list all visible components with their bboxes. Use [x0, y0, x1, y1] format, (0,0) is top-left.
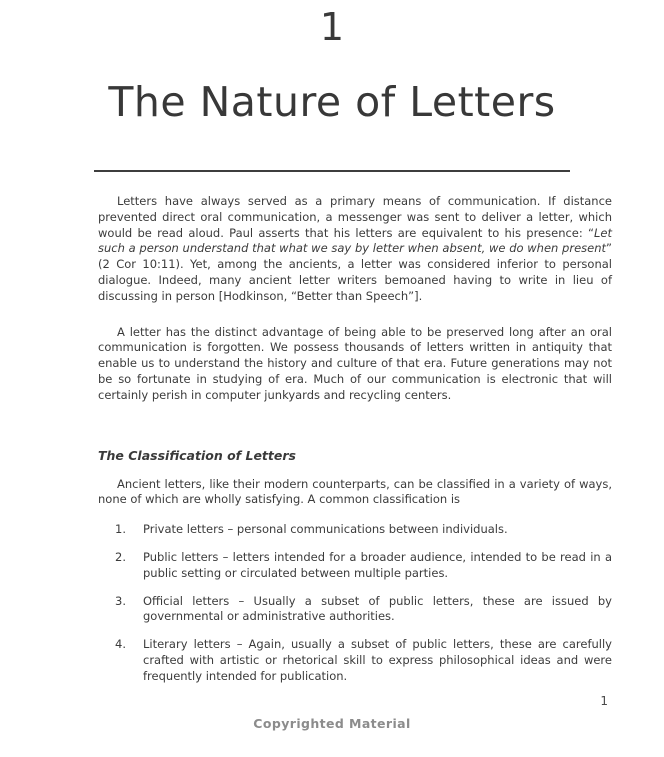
- paragraph-1-scripture-quote: Let such a person understand that what we say by letter when absent, we do when present: [98, 225, 612, 256]
- list-item-number: 2.: [115, 549, 126, 564]
- list-item-text: Literary letters – Again, usually a subset of public letters, these are carefully crafted with artistic or rhetorical skill to express philosophical ideas and were frequently intended for publication.: [143, 637, 612, 683]
- chapter-number: 1: [319, 5, 345, 49]
- paragraph-1-tail: ” (2 Cor 10:11). Yet, among the ancients, a letter was considered inferior to personal dialogue. Indeed, many ancient letter writers bemoaned having to write in lieu of discussing in person [Hodkinson, “Better than Speech”].: [98, 241, 612, 303]
- list-item-number: 1.: [115, 522, 126, 537]
- section-heading: The Classification of Letters: [98, 447, 296, 463]
- list-item-text: Public letters – letters intended for a broader audience, intended to be read in a public setting or circulated between multiple parties.: [143, 549, 612, 580]
- chapter-title: The Nature of Letters: [108, 78, 556, 126]
- title-divider: [94, 170, 570, 172]
- copyright-watermark: Copyrighted Material: [253, 716, 411, 731]
- list-item-number: 4.: [115, 637, 126, 652]
- list-item-number: 3.: [115, 593, 126, 608]
- list-item-text: Official letters – Usually a subset of public letters, these are issued by governmental or administrative authorities.: [143, 593, 612, 624]
- list-item-text: Private letters – personal communications between individuals.: [143, 522, 508, 537]
- paragraph-2: A letter has the distinct advantage of being able to be preserved long after an oral communication is forgotten. We possess thousands of letters written in antiquity that enable us to understand the history and culture of that era. Future generations may not be so fortunate in studying of era. Much of our communication is electronic that will certainly perish in computer junkyards and recycling centers.: [98, 324, 612, 402]
- paragraph-1: [98, 194, 612, 305]
- list-item-private-letters: [98, 522, 612, 538]
- list-item-public-letters: [98, 550, 612, 582]
- paragraph-3: Ancient letters, like their modern counterparts, can be classified in a variety of ways, none of which are wholly satisfying. A common classification is: [98, 476, 612, 507]
- page-body: [98, 194, 612, 685]
- list-item-official-letters: [98, 594, 612, 626]
- paragraph-1-lead: Letters have always served as a primary means of communication. If distance prevented direct oral communication, a messenger was sent to deliver a letter, which would be read aloud. Paul asserts that his letters are equivalent to his presence: “: [98, 194, 612, 240]
- classification-list: [98, 522, 612, 684]
- page-number: 1: [600, 694, 608, 708]
- list-item-literary-letters: [98, 637, 612, 684]
